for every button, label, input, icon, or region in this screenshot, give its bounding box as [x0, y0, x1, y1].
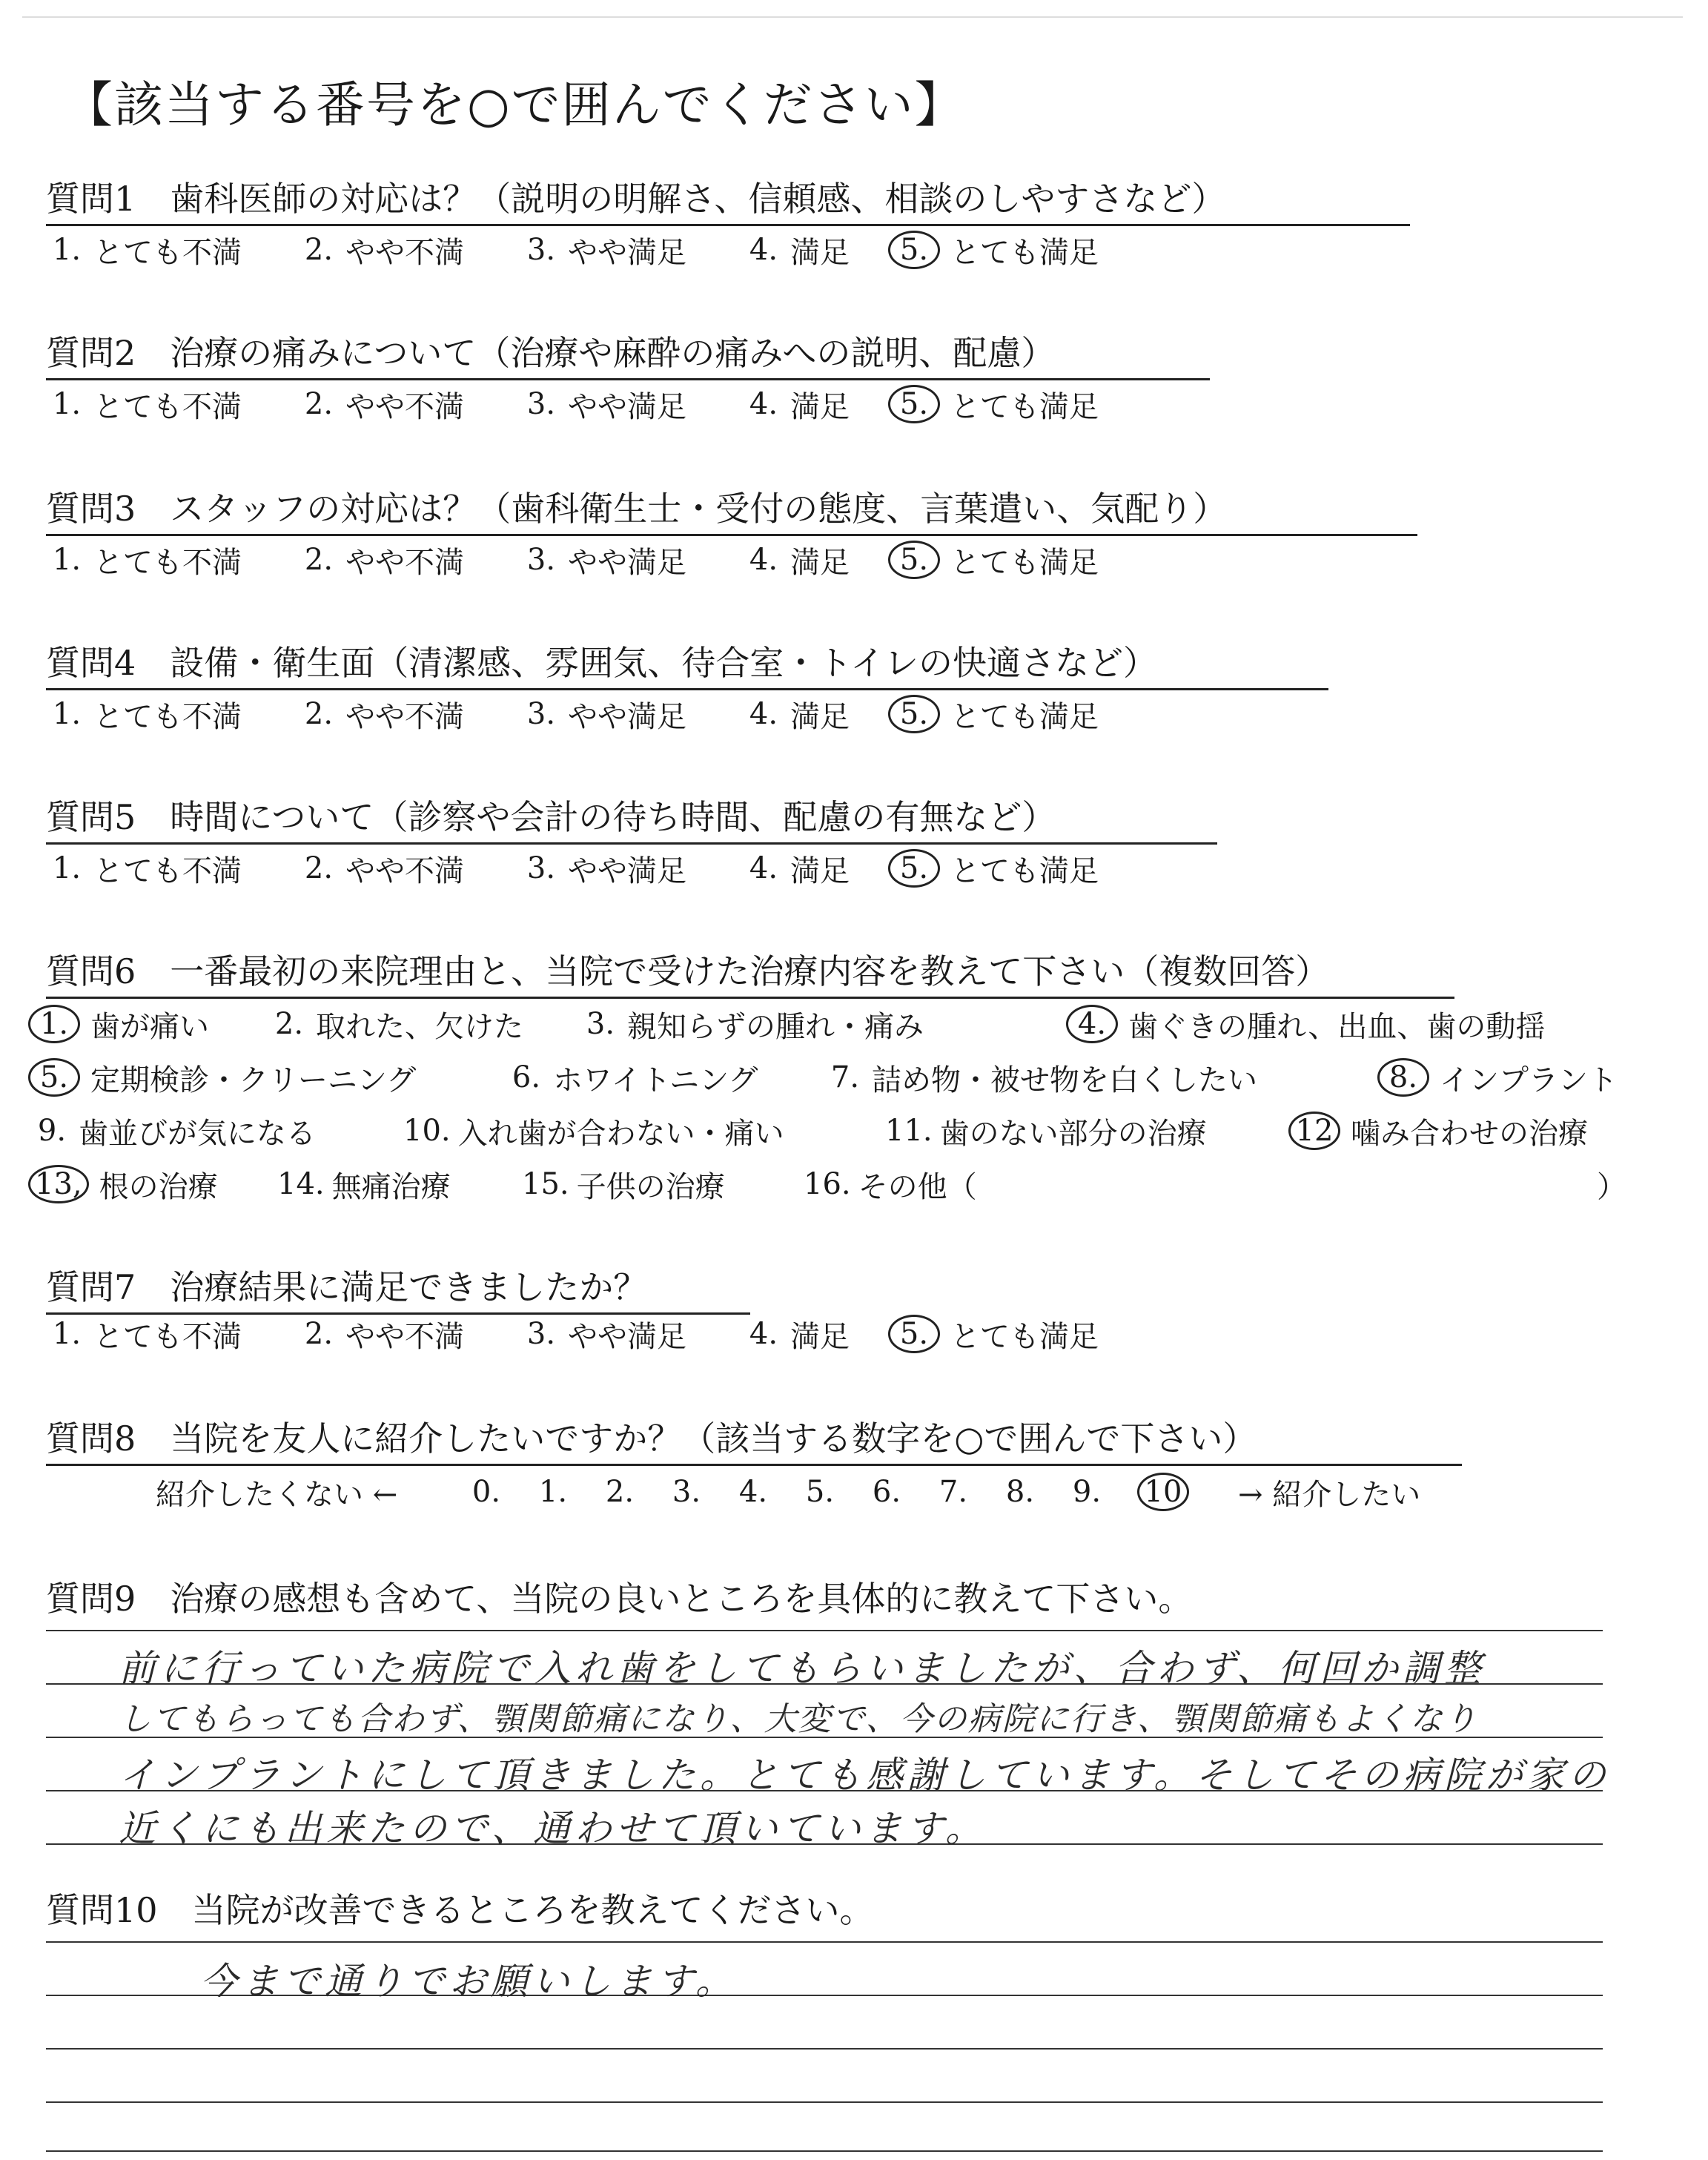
- q9-answer-line-4: 近くにも出来たので、通わせて頂いています。: [119, 1807, 987, 1850]
- q8-left-label: 紹介したくない ←: [156, 1477, 398, 1512]
- q6-selected-circle-12: 12: [1288, 1112, 1340, 1150]
- q8-option-0[interactable]: 0.: [471, 1475, 501, 1509]
- q8-option-6[interactable]: 6.: [872, 1475, 901, 1509]
- q6-item-10[interactable]: 10. 入れ歯が合わない・痛い: [403, 1114, 784, 1151]
- q2-option-1[interactable]: 1. とても不満: [52, 387, 242, 424]
- q8-option-3[interactable]: 3.: [672, 1475, 701, 1509]
- q6-item-4[interactable]: 4. 歯ぐきの腫れ、出血、歯の動揺: [1070, 1000, 1545, 1048]
- answer-line: [46, 2101, 1603, 2103]
- q8-scale: [156, 1468, 1490, 1516]
- q7-option-1[interactable]: 1. とても不満: [52, 1317, 242, 1354]
- q6-selected-circle-5: 5.: [28, 1058, 80, 1097]
- answer-line: [46, 2150, 1603, 2152]
- q9-answer-line-2: してもらっても合わず、顎関節痛になり、大変で、今の病院に行き、顎関節痛もよくなり: [119, 1700, 1478, 1738]
- question-10-title: 質問10 当院が改善できるところを教えてください。: [46, 1890, 874, 1930]
- q6-item-9[interactable]: 9. 歯並びが気になる: [37, 1114, 316, 1151]
- q1-selected-circle: 5.: [888, 231, 940, 269]
- q5-selected-circle: 5.: [888, 849, 940, 888]
- q4-option-4[interactable]: 4. 満足: [749, 697, 850, 734]
- q8-option-4[interactable]: 4.: [738, 1475, 768, 1509]
- answer-line: [46, 1941, 1603, 1943]
- question-6-title: 質問6 一番最初の来院理由と、当院で受けた治療内容を教えて下さい（複数回答）: [46, 945, 1454, 999]
- question-7-title: 質問7 治療結果に満足できましたか？: [46, 1261, 750, 1315]
- q6-row-3: [33, 1106, 1693, 1155]
- q8-option-5[interactable]: 5.: [805, 1475, 835, 1509]
- q5-option-5[interactable]: 5. とても満足: [893, 845, 1099, 891]
- q3-option-4[interactable]: 4. 満足: [749, 543, 850, 580]
- question-2-options: [47, 381, 1234, 427]
- q10-answer-line-1: 今まで通りでお願いします。: [200, 1960, 737, 2003]
- q6-item-6[interactable]: 6. ホワイトニング: [512, 1060, 758, 1097]
- q6-row-4: [33, 1160, 1664, 1209]
- q1-option-3[interactable]: 3. やや満足: [526, 233, 686, 270]
- question-1-title: 質問1 歯科医師の対応は？（説明の明解さ、信頼感、相談のしやすさなど）: [46, 172, 1410, 226]
- form-instruction: 【該当する番号を○で囲んでください】: [64, 76, 965, 133]
- q4-option-5[interactable]: 5. とても満足: [893, 691, 1099, 737]
- q1-option-4[interactable]: 4. 満足: [749, 233, 850, 270]
- q6-item-13[interactable]: 13, 根の治療: [33, 1160, 218, 1209]
- answer-line: [46, 2048, 1603, 2050]
- question-4-options: [47, 691, 1234, 737]
- q2-option-5[interactable]: 5. とても満足: [893, 381, 1099, 427]
- q4-option-2[interactable]: 2. やや不満: [304, 697, 464, 734]
- q3-option-1[interactable]: 1. とても不満: [52, 543, 242, 580]
- q7-option-3[interactable]: 3. やや満足: [526, 1317, 686, 1354]
- q2-option-4[interactable]: 4. 満足: [749, 387, 850, 424]
- q6-item-2[interactable]: 2. 取れた、欠けた: [274, 1007, 523, 1044]
- q1-option-5[interactable]: 5. とても満足: [893, 227, 1099, 273]
- question-8-title: 質問8 当院を友人に紹介したいですか？（該当する数字を○で囲んで下さい）: [46, 1412, 1462, 1466]
- q8-option-2[interactable]: 2.: [605, 1475, 635, 1509]
- q9-answer-line-1: 前に行っていた病院で入れ歯をしてもらいましたが、合わず、何回か調整: [119, 1647, 1486, 1690]
- q7-option-5[interactable]: 5. とても満足: [893, 1311, 1099, 1357]
- q6-selected-circle-1: 1.: [28, 1005, 80, 1043]
- q8-option-9[interactable]: 9.: [1072, 1475, 1102, 1509]
- q3-option-5[interactable]: 5. とても満足: [893, 537, 1099, 583]
- q8-right-label: → 紹介したい: [1238, 1477, 1421, 1512]
- question-9-title: 質問9 治療の感想も含めて、当院の良いところを具体的に教えて下さい。: [46, 1579, 1193, 1619]
- q8-option-1[interactable]: 1.: [538, 1475, 568, 1509]
- q8-option-10[interactable]: [1142, 1468, 1192, 1516]
- question-1-options: [47, 227, 1234, 273]
- q8-option-7[interactable]: 7.: [939, 1475, 968, 1509]
- q5-option-1[interactable]: 1. とても不満: [52, 851, 242, 888]
- answer-line: [46, 1630, 1603, 1631]
- page-top-edge: [22, 16, 1683, 18]
- q2-selected-circle: 5.: [888, 385, 940, 423]
- q6-item-7[interactable]: 7. 詰め物・被せ物を白くしたい: [830, 1060, 1257, 1097]
- q6-row-1: [33, 1000, 1664, 1048]
- q1-option-2[interactable]: 2. やや不満: [304, 233, 464, 270]
- q6-item-3[interactable]: 3. 親知らずの腫れ・痛み: [586, 1007, 924, 1044]
- question-4-title: 質問4 設備・衛生面（清潔感、雰囲気、待合室・トイレの快適さなど）: [46, 636, 1328, 690]
- q5-option-2[interactable]: 2. やや不満: [304, 851, 464, 888]
- q8-selected-circle: 10: [1137, 1473, 1189, 1511]
- q6-selected-circle-13: 13,: [28, 1165, 89, 1203]
- question-7-options: [47, 1311, 1234, 1357]
- q6-row-2: [33, 1053, 1664, 1102]
- q6-item-14[interactable]: 14. 無痛治療: [277, 1167, 451, 1204]
- q3-selected-circle: 5.: [888, 541, 940, 579]
- q7-selected-circle: 5.: [888, 1315, 940, 1353]
- q1-option-1[interactable]: 1. とても不満: [52, 233, 242, 270]
- q7-option-2[interactable]: 2. やや不満: [304, 1317, 464, 1354]
- q8-option-8[interactable]: 8.: [1005, 1475, 1035, 1509]
- question-5-options: [47, 845, 1234, 891]
- q2-option-3[interactable]: 3. やや満足: [526, 387, 686, 424]
- q6-item-12[interactable]: 12 噛み合わせの治療: [1293, 1106, 1588, 1155]
- q6-item-16-close: ）: [1597, 1169, 1626, 1204]
- q4-option-1[interactable]: 1. とても不満: [52, 697, 242, 734]
- q9-answer-line-3: インプラントにして頂きました。とても感謝しています。そしてその病院が家の: [119, 1754, 1610, 1797]
- q5-option-4[interactable]: 4. 満足: [749, 851, 850, 888]
- question-2-title: 質問2 治療の痛みについて（治療や麻酔の痛みへの説明、配慮）: [46, 326, 1210, 380]
- q6-item-16[interactable]: 16. その他（: [804, 1167, 977, 1204]
- q6-item-15[interactable]: 15. 子供の治療: [522, 1167, 725, 1204]
- q4-option-3[interactable]: 3. やや満足: [526, 697, 686, 734]
- q3-option-3[interactable]: 3. やや満足: [526, 543, 686, 580]
- q5-option-3[interactable]: 3. やや満足: [526, 851, 686, 888]
- q2-option-2[interactable]: 2. やや不満: [304, 387, 464, 424]
- question-5-title: 質問5 時間について（診察や会計の待ち時間、配慮の有無など）: [46, 790, 1217, 845]
- q7-option-4[interactable]: 4. 満足: [749, 1317, 850, 1354]
- q3-option-2[interactable]: 2. やや不満: [304, 543, 464, 580]
- q6-selected-circle-4: 4.: [1066, 1005, 1118, 1043]
- question-3-title: 質問3 スタッフの対応は？（歯科衛生士・受付の態度、言葉遣い、気配り）: [46, 482, 1417, 536]
- q4-selected-circle: 5.: [888, 695, 940, 733]
- q6-item-5[interactable]: 5. 定期検診・クリーニング: [33, 1053, 416, 1102]
- question-3-options: [47, 537, 1234, 583]
- q6-selected-circle-8: 8.: [1377, 1058, 1429, 1097]
- q6-item-8[interactable]: 8. インプラント: [1382, 1053, 1618, 1102]
- q6-item-1[interactable]: 1. 歯が痛い: [33, 1000, 209, 1048]
- q6-item-11[interactable]: 11. 歯のない部分の治療: [885, 1114, 1207, 1151]
